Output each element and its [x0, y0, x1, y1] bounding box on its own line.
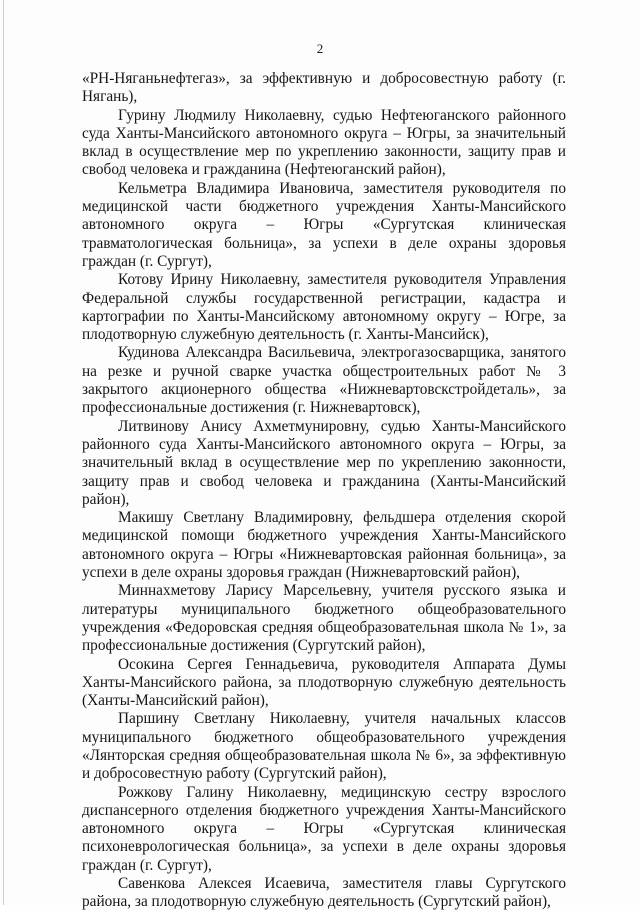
paragraph-savenkov: Савенкова Алексея Исаевича, заместителя главы Сургутского района, за плодотворную служебную деятельность (Сургутский район), — [82, 875, 566, 911]
paragraph-kudinov: Кудинова Александра Васильевича, электрогазосварщика, занятого на резке и ручной сварке участка общестроительных работ № 3 закрытого акционерного общества «Нижневартовскстройдеталь», за профессиональные достижения (г. Нижневартовск), — [82, 344, 566, 417]
award-list-text — [82, 70, 566, 912]
paragraph-continuation: «РН-Няганьнефтегаз», за эффективную и добросовестную работу (г. Нягань), — [82, 70, 566, 106]
paragraph-minnakhmetova: Миннахметову Ларису Марсельевну, учителя русского языка и литературы муниципального бюджетного общеобразовательного учреждения «Федоровская средняя общеобразовательная школа № 1», за профессиональные достижения (Сургутский район), — [82, 582, 566, 655]
paragraph-parshina: Паршину Светлану Николаевну, учителя начальных классов муниципального бюджетного общеобразовательного учреждения «Лянторская средняя общеобразовательная школа № 6», за эффективную и добросовестную работу (Сургутский район), — [82, 710, 566, 783]
paragraph-osokin: Осокина Сергея Геннадьевича, руководителя Аппарата Думы Ханты-Мансийского района, за плодотворную служебную деятельность (Ханты-Мансийский район), — [82, 655, 566, 710]
paragraph-litvinova: Литвинову Анису Ахметмунировну, судью Ханты-Мансийского районного суда Ханты-Мансийского автономного округа – Югры, за значительный вклад в осуществление мер по укреплению законности, защиту прав и свобод человека и гражданина (Ханты-Мансийский район), — [82, 417, 566, 508]
paragraph-kotova: Котову Ирину Николаевну, заместителя руководителя Управления Федеральной службы государственной регистрации, кадастра и картографии по Ханты-Мансийскому автономному округу – Югре, за плодотворную служебную деятельность (г. Ханты-Мансийск), — [82, 271, 566, 344]
paragraph-makisha: Макишу Светлану Владимировну, фельдшера отделения скорой медицинской помощи бюджетного учреждения Ханты-Мансийского автономного округа – Югры «Нижневартовская районная больница», за успехи в деле охраны здоровья граждан (Нижневартовский район), — [82, 509, 566, 582]
page-number: 2 — [316, 41, 324, 56]
paragraph-kelmetra: Кельметра Владимира Ивановича, заместителя руководителя по медицинской части бюджетного учреждения Ханты-Мансийского автономного округа – Югры «Сургутская клиническая травматологическая больница», за успехи в деле охраны здоровья граждан (г. Сургут), — [82, 179, 566, 270]
scan-edge — [3, 0, 4, 905]
paragraph-gurina: Гурину Людмилу Николаевну, судью Нефтеюганского районного суда Ханты-Мансийского автономного округа – Югры, за значительный вклад в осуществление мер по укреплению законности, защиту прав и свобод человека и гражданина (Нефтеюганский район), — [82, 106, 566, 179]
paragraph-rozhkova: Рожкову Галину Николаевну, медицинскую сестру взрослого диспансерного отделения бюджетного учреждения Ханты-Мансийского автономного округа – Югры «Сургутская клиническая психоневрологическая больница», за успехи в деле охраны здоровья граждан (г. Сургут), — [82, 783, 566, 874]
